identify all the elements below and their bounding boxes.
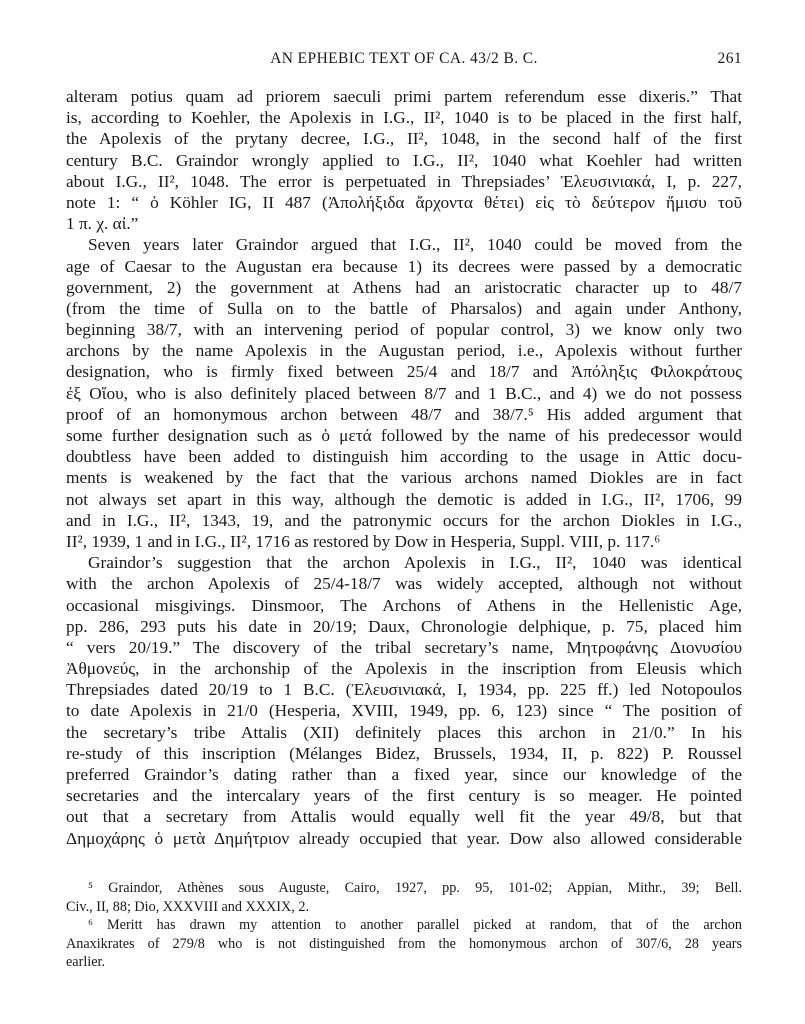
text-line: government, 2) the government at Athens had an aristocratic character up to 48/7	[66, 277, 742, 297]
text-line: the secretary’s tribe Attalis (XII) definitely places this archon in 21/0.” In his	[66, 722, 742, 742]
text-line: alteram potius quam ad priorem saeculi primi partem referendum esse dixeris.” That	[66, 87, 742, 106]
text-line: II², 1939, 1 and in I.G., II², 1716 as restored by Dow in Hesperia, Suppl. VIII, p. 117.⁶	[66, 531, 661, 551]
text-line: designation, who is firmly fixed between 25/4 and 18/7 and Ἀπόληξις Φιλοκράτους	[66, 362, 742, 382]
text-line: secretaries and the intercalary years of the first century is so meager. He pointed	[66, 786, 742, 806]
text-line: note 1: “ ὁ Köhler IG, II 487 (Ἀπολήξιδα ἄρχοντα θέτει) εἰς τὸ δεύτερον ἥμισυ τοῦ	[66, 192, 742, 212]
text-line: beginning 38/7, with an intervening period of popular control, 3) we know only two	[66, 320, 742, 340]
text-line: re-study of this inscription (Mélanges Bidez, Brussels, 1934, II, p. 822) P. Roussel	[66, 743, 742, 763]
footnote-line: Civ., II, 88; Dio, XXXVIII and XXXIX, 2.	[66, 898, 309, 915]
text-line: Threpsiades dated 20/19 to 1 B.C. (Ἐλευσινιακά, I, 1934, pp. 225 ff.) led Notopoulos	[66, 680, 742, 700]
text-line: with the archon Apolexis of 25/4-18/7 was widely accepted, although not without	[66, 574, 742, 594]
text-line: and in I.G., II², 1343, 19, and the patronymic occurs for the archon Diokles in I.G.,	[66, 510, 742, 530]
text-line: doubtless have been added to distinguish him according to the usage in Attic docu-	[66, 447, 742, 467]
text-line: 1 π. χ. αἰ.”	[66, 214, 139, 234]
text-line: ments is weakened by the fact that the various archons named Diokles are in fact	[66, 468, 742, 488]
text-line: is, according to Koehler, the Apolexis in I.G., II², 1040 is to be placed in the first half,	[66, 108, 742, 128]
text-line: the Apolexis of the prytany decree, I.G., II², 1048, in the second half of the first	[66, 129, 742, 149]
text-line: to date Apolexis in 21/0 (Hesperia, XVIII, 1949, pp. 6, 123) since “ The position of	[66, 701, 742, 721]
text-line: Δημοχάρης ὁ μετὰ Δημήτριον already occupied that year. Dow also allowed considerable	[66, 828, 742, 848]
text-line: some further designation such as ὁ μετά followed by the name of his predecessor would	[66, 426, 742, 445]
text-line: (from the time of Sulla on to the battle of Pharsalos) and again under Anthony,	[66, 298, 742, 318]
text-line: Seven years later Graindor argued that I.G., II², 1040 could be moved from the	[88, 235, 742, 255]
running-title: AN EPHEBIC TEXT OF CA. 43/2 B. C.	[270, 50, 538, 67]
running-head	[66, 50, 742, 68]
text-line: occasional misgivings. Dinsmoor, The Archons of Athens in the Hellenistic Age,	[66, 595, 742, 615]
text-line: ἐξ Οἴου, who is also definitely placed between 8/7 and 1 B.C., and 4) we do not possess	[66, 383, 742, 403]
main-text	[66, 86, 742, 849]
text-line: century B.C. Graindor wrongly applied to I.G., II², 1040 what Koehler had written	[66, 150, 742, 170]
footnote-line: ⁵ Graindor, Athènes sous Auguste, Cairo, 1927, pp. 95, 101-02; Appian, Mithr., 39; Bell.	[88, 880, 742, 896]
text-line: age of Caesar to the Augustan era because 1) its decrees were passed by a democratic	[66, 256, 742, 276]
text-line: proof of an homonymous archon between 48/7 and 38/7.⁵ His added argument that	[66, 404, 742, 424]
page-number: 261	[717, 50, 742, 67]
text-line: about I.G., II², 1048. The error is perpetuated in Threpsiades’ Ἐλευσινιακά, I, p. 227,	[66, 171, 742, 191]
text-line: preferred Graindor’s dating rather than a fixed year, since our knowledge of the	[66, 765, 742, 784]
text-line: not always set apart in this way, although the demotic is added in I.G., II², 1706, 99	[66, 489, 742, 509]
footnote-line: ⁶ Meritt has drawn my attention to another parallel picked at random, that of the archon	[88, 917, 742, 933]
text-line: “ vers 20/19.” The discovery of the tribal secretary’s name, Μητροφάνης Διονυσίου	[66, 637, 742, 657]
text-line: pp. 286, 293 puts his date in 20/19; Daux, Chronologie delphique, p. 75, placed him	[66, 616, 742, 636]
footnote-line: Anaxikrates of 279/8 who is not distinguished from the homonymous archon of 307/6, 28 years	[66, 935, 742, 952]
footnote-line: earlier.	[66, 954, 105, 970]
text-line: Ἀθμονεύς, in the archonship of the Apolexis in the inscription from Eleusis which	[66, 659, 742, 679]
footnotes	[66, 879, 742, 972]
text-line: archons by the name Apolexis in the Augustan period, i.e., Apolexis without further	[66, 341, 742, 361]
text-line: Graindor’s suggestion that the archon Apolexis in I.G., II², 1040 was identical	[88, 553, 742, 573]
text-line: out that a secretary from Attalis would equally well fit the year 49/8, but that	[66, 807, 742, 827]
